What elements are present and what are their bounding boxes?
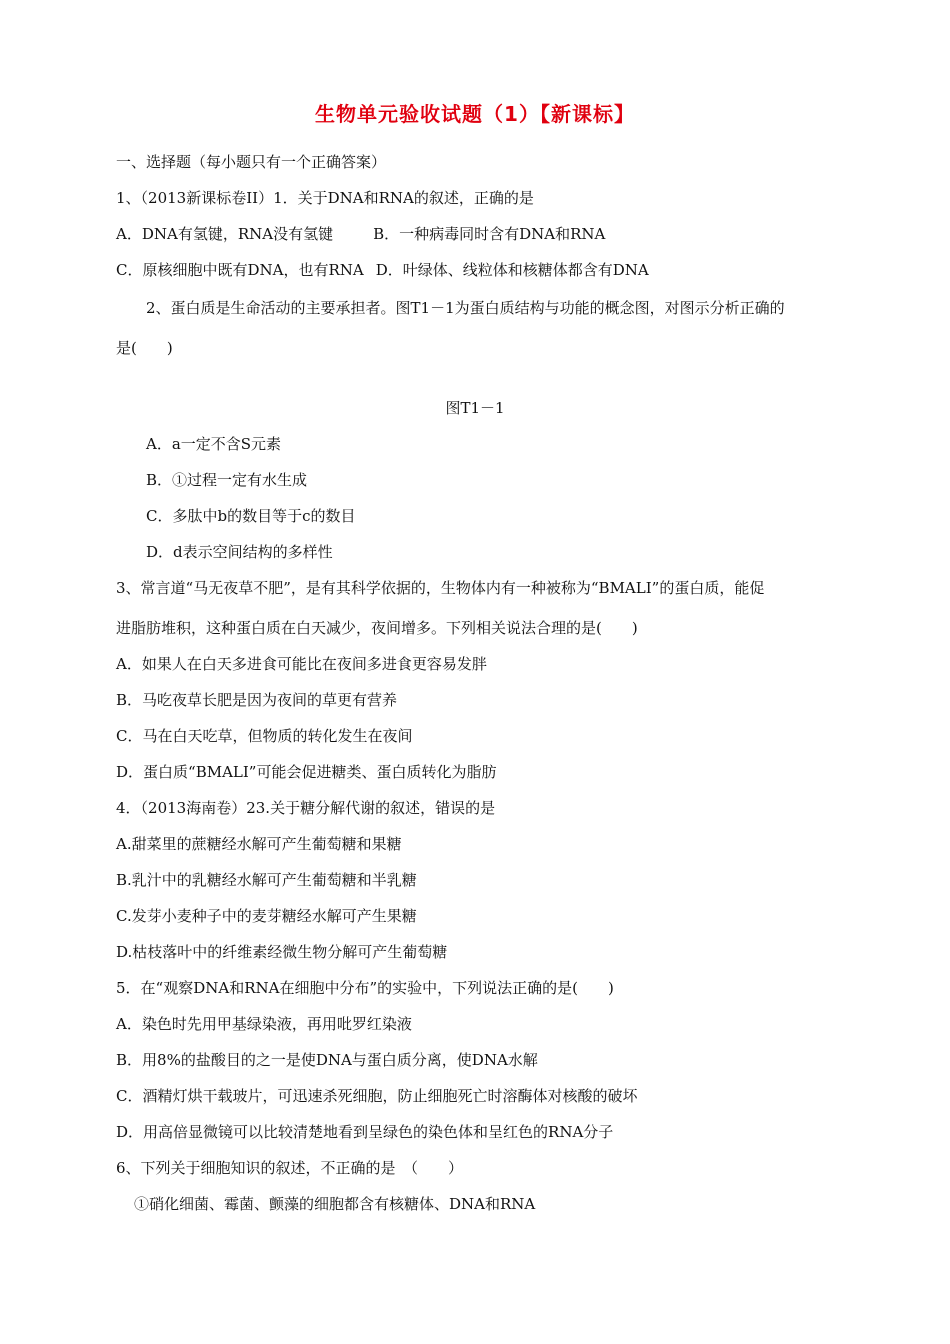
q1-options-cd [116, 260, 649, 280]
page-title: 生物单元验收试题（1）【新课标】 [315, 102, 635, 126]
q1-option-c: C．原核细胞中既有DNA，也有RNA [116, 261, 364, 279]
q4-option-a: A.甜菜里的蔗糖经水解可产生葡萄糖和果糖 [116, 835, 402, 853]
q1-option-d: D．叶绿体、线粒体和核糖体都含有DNA [375, 261, 649, 279]
q5-option-b: B．用8%的盐酸目的之一是使DNA与蛋白质分离，使DNA水解 [116, 1051, 538, 1069]
section-heading: 一、选择题（每小题只有一个正确答案） [116, 153, 387, 171]
q3-option-a: A．如果人在白天多进食可能比在夜间多进食更容易发胖 [116, 655, 487, 673]
q5-stem: 5．在“观察DNA和RNA在细胞中分布”的实验中，下列说法正确的是( ) [116, 979, 614, 997]
q1-stem: 1、（2013新课标卷II）1．关于DNA和RNA的叙述，正确的是 [116, 189, 534, 207]
q2-stem-line1: 2、蛋白质是生命活动的主要承担者。图T1－1为蛋白质结构与功能的概念图，对图示分析正确的 [146, 299, 785, 317]
q5-option-c: C．酒精灯烘干载玻片，可迅速杀死细胞，防止细胞死亡时溶酶体对核酸的破坏 [116, 1087, 638, 1105]
q3-stem-line2: 进脂肪堆积，这种蛋白质在白天减少，夜间增多。下列相关说法合理的是( ) [116, 619, 638, 637]
q5-option-a: A．染色时先用甲基绿染液，再用吡罗红染液 [116, 1015, 412, 1033]
q4-option-c: C.发芽小麦种子中的麦芽糖经水解可产生果糖 [116, 907, 417, 925]
q2-option-d: D．d表示空间结构的多样性 [146, 543, 333, 561]
q3-option-d: D．蛋白质“BMALI”可能会促进糖类、蛋白质转化为脂肪 [116, 763, 497, 781]
q5-option-d: D．用高倍显微镜可以比较清楚地看到呈绿色的染色体和呈红色的RNA分子 [116, 1123, 614, 1141]
q3-option-c: C．马在白天吃草，但物质的转化发生在夜间 [116, 727, 413, 745]
figure-caption: 图T1－1 [445, 399, 505, 417]
q6-item-1: ①硝化细菌、霉菌、颤藻的细胞都含有核糖体、DNA和RNA [134, 1195, 536, 1213]
q3-option-b: B．马吃夜草长肥是因为夜间的草更有营养 [116, 691, 398, 709]
q1-option-a: A．DNA有氢键，RNA没有氢键 [116, 225, 334, 243]
q1-option-b: B．一种病毒同时含有DNA和RNA [373, 225, 606, 243]
q1-options-ab [116, 224, 605, 244]
q4-option-b: B.乳汁中的乳糖经水解可产生葡萄糖和半乳糖 [116, 871, 417, 889]
q2-option-b: B．①过程一定有水生成 [146, 471, 308, 489]
q2-option-a: A．a一定不含S元素 [146, 435, 282, 453]
q4-option-d: D.枯枝落叶中的纤维素经微生物分解可产生葡萄糖 [116, 943, 448, 961]
q4-stem: 4．（2013海南卷）23.关于糖分解代谢的叙述，错误的是 [116, 799, 496, 817]
q6-stem: 6、下列关于细胞知识的叙述，不正确的是 （ ） [116, 1159, 464, 1177]
q2-stem-line2: 是( ) [116, 339, 173, 357]
q3-stem-line1: 3、常言道“马无夜草不肥”，是有其科学依据的，生物体内有一种被称为“BMALI”的蛋白质，能促 [116, 579, 765, 597]
q2-option-c: C．多肽中b的数目等于c的数目 [146, 507, 356, 525]
